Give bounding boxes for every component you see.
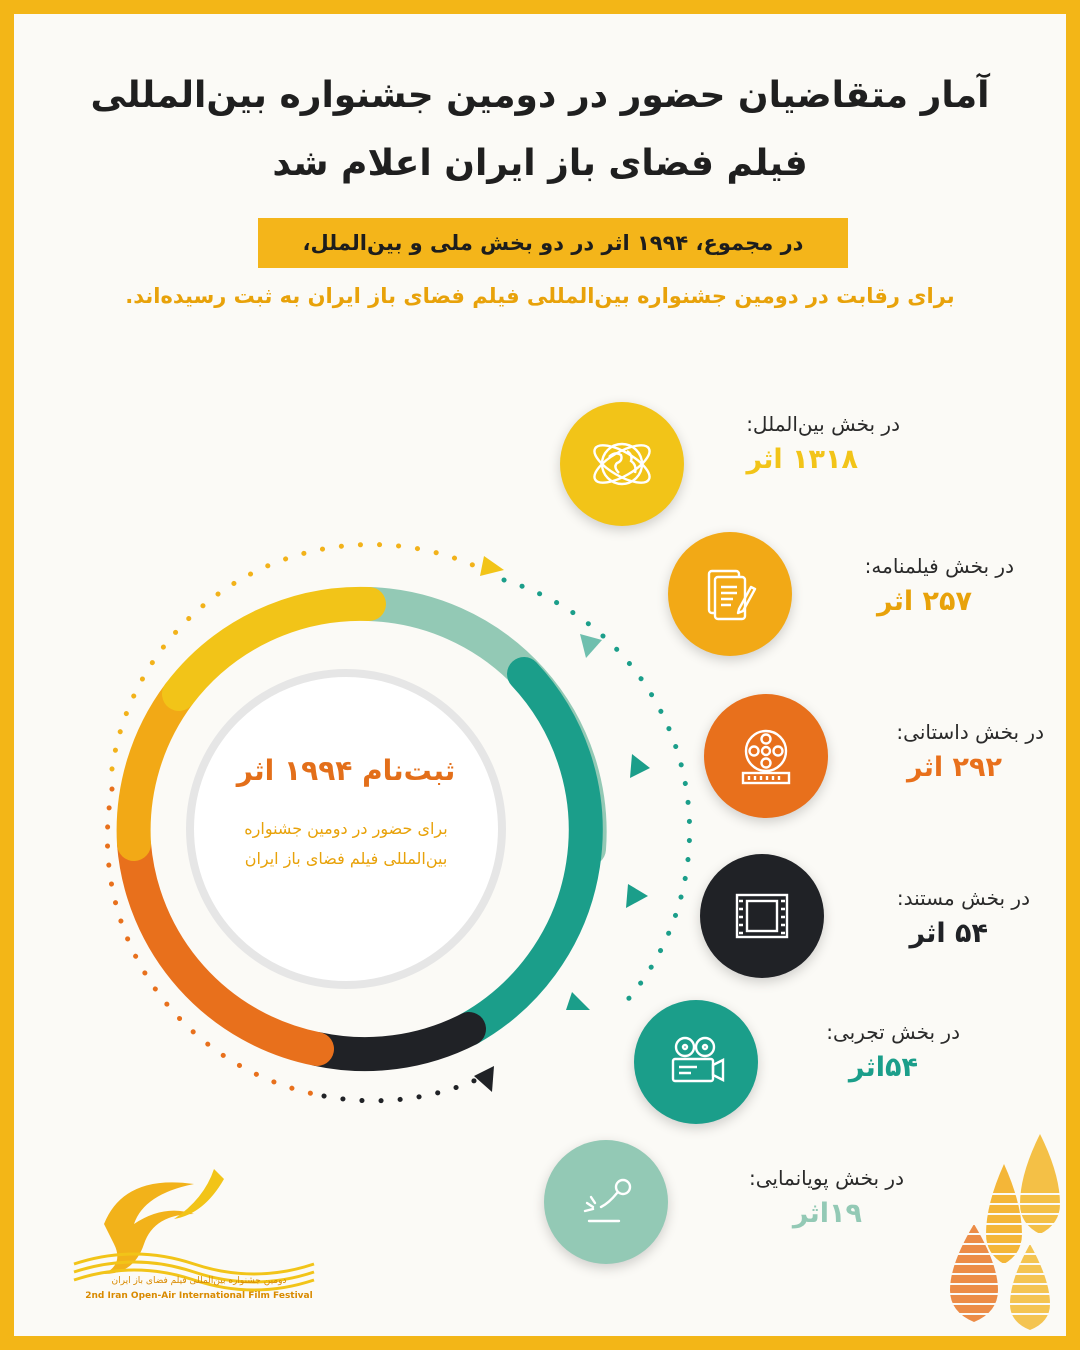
animation-icon-circle <box>544 1140 668 1264</box>
film-reel-icon <box>731 721 801 791</box>
international-icon-circle <box>560 402 684 526</box>
total-highlight: در مجموع، ۱۹۹۴ اثر در دو بخش ملی و بین‌الملل، <box>258 218 848 268</box>
category-value: ۲۹۲ اثر <box>906 752 1002 783</box>
ring-chart <box>14 14 1066 1336</box>
page-title-line2: فیلم فضای باز ایران اعلام شد <box>272 143 808 184</box>
arrow-yellow <box>480 556 504 576</box>
category-label: در بخش پویانمایی: <box>748 1166 904 1190</box>
center-sub-line2: بین‌المللی فیلم فضای باز ایران <box>244 849 448 868</box>
infographic-card <box>14 14 1066 1336</box>
animation-icon <box>571 1167 641 1237</box>
center-sub-line1: برای حضور در دومین جشنواره <box>244 819 448 838</box>
category-value: ۲۵۷ اثر <box>876 586 972 617</box>
projector-icon <box>661 1027 731 1097</box>
page-title-line1: آمار متقاضیان حضور در دومین جشنواره بین‌المللی <box>90 75 990 116</box>
total-subline: برای رقابت در دومین جشنواره بین‌المللی فیلم فضای باز ایران به ثبت رسیده‌اند. <box>125 284 955 308</box>
category-fiction <box>814 720 1044 783</box>
category-value: ۱۳۱۸ اثر <box>746 444 858 475</box>
category-value: ۵۴اثر <box>848 1052 918 1083</box>
category-label: در بخش بین‌الملل: <box>746 412 900 436</box>
domes-decoration <box>944 1134 1066 1336</box>
arrow-teal-1 <box>630 754 650 778</box>
film-strip-icon <box>727 881 797 951</box>
arrow-teal-3 <box>566 992 590 1010</box>
category-animation <box>674 1166 904 1229</box>
center-title: ثبت‌نام ۱۹۹۴ اثر <box>236 754 456 787</box>
screenplay-icon-circle <box>668 532 792 656</box>
arrow-mint <box>580 634 602 658</box>
globe-icon <box>587 429 657 499</box>
arrow-teal-2 <box>626 884 648 908</box>
fiction-icon-circle <box>704 694 828 818</box>
center-subtitle <box>214 814 478 874</box>
category-international <box>670 412 900 475</box>
category-value: ۵۴ اثر <box>909 918 988 949</box>
logo-text-fa: دومین جشنواره بین‌المللی فیلم فضای باز ایران <box>111 1276 287 1286</box>
category-label: در بخش فیلمنامه: <box>864 554 1014 578</box>
category-documentary <box>800 886 1030 949</box>
arrow-dark <box>474 1066 494 1092</box>
screenplay-icon <box>695 559 765 629</box>
category-screenplay <box>784 554 1014 617</box>
category-label: در بخش تجربی: <box>826 1020 960 1044</box>
category-label: در بخش داستانی: <box>896 720 1044 744</box>
logo-text-en: 2nd Iran Open-Air International Film Festival <box>85 1291 313 1301</box>
category-experimental <box>730 1020 960 1083</box>
category-value: ۱۹اثر <box>792 1198 862 1229</box>
dotted-arc-dark <box>324 1080 476 1101</box>
category-label: در بخش مستند: <box>896 886 1030 910</box>
